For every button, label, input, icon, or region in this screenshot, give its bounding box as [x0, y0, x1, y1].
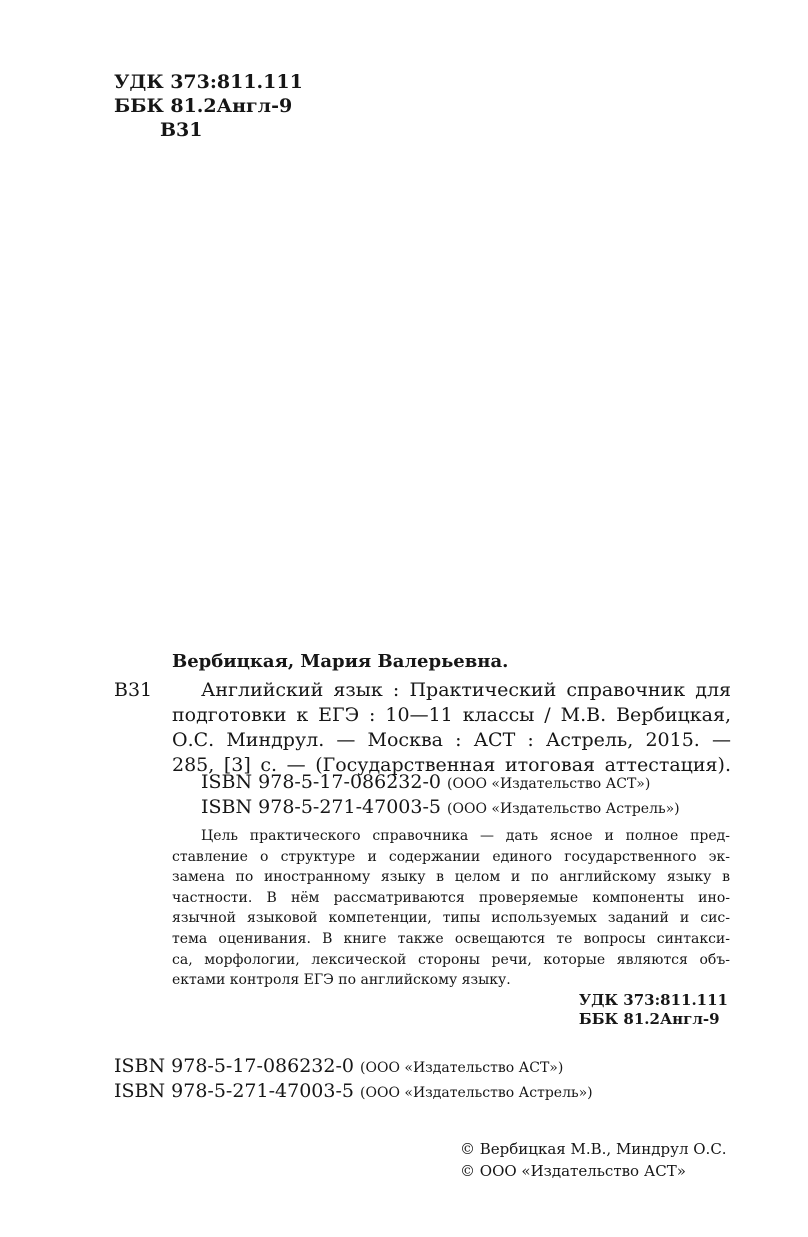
entry-line: 285, [3] с. — (Государственная итоговая аттестация).: [172, 754, 731, 776]
isbn-publisher: (ООО «Издательство Астрель»): [360, 1085, 593, 1101]
copyright-authors: © Вербицкая М.В., Миндрул О.С.: [460, 1140, 727, 1158]
udk-code: УДК 373:811.111: [114, 71, 303, 93]
annotation-line: ставление о структуре и содержании единого государственного эк-: [172, 848, 730, 865]
catalogue-entry: [172, 678, 731, 778]
annotation-line: тема оценивания. В книге также освещаются те вопросы синтакси-: [172, 930, 730, 947]
isbn-publisher: (ООО «Издательство АСТ»): [447, 776, 651, 792]
entry-author-sign: В31: [114, 679, 153, 701]
top-index-block: [114, 70, 303, 142]
annotation-line: са, морфологии, лексической стороны речи, которые являются объ-: [172, 951, 730, 968]
bbk-code: ББК 81.2Англ-9: [578, 1010, 720, 1028]
isbn-number: ISBN 978-5-17-086232-0: [201, 771, 441, 793]
isbn-number: ISBN 978-5-271-47003-5: [114, 1080, 354, 1102]
isbn-number: ISBN 978-5-271-47003-5: [201, 796, 441, 818]
author-heading: Вербицкая, Мария Валерьевна.: [172, 651, 509, 672]
annotation-line: замена по иностранному языку в целом и по английскому языку в: [172, 869, 730, 886]
bottom-index-block: [579, 991, 728, 1029]
annotation: [172, 826, 730, 991]
bbk-code: ББК 81.2Англ-9: [114, 95, 293, 117]
annotation-line: Цель практического справочника — дать ясное и полное пред-: [201, 828, 730, 844]
isbn-publisher: (ООО «Издательство АСТ»): [360, 1060, 564, 1076]
footer-isbn-astrel: [114, 1080, 593, 1102]
isbn-number: ISBN 978-5-17-086232-0: [114, 1055, 354, 1077]
annotation-line: частности. В нём рассматриваются проверяемые компоненты ино-: [172, 889, 730, 906]
entry-isbn-astrel: [201, 796, 680, 818]
entry-isbn-ast: [201, 771, 650, 793]
isbn-publisher: (ООО «Издательство Астрель»): [447, 801, 680, 817]
copyright-publisher: © ООО «Издательство АСТ»: [460, 1162, 686, 1180]
entry-line: О.С. Миндрул. — Москва : АСТ : Астрель, 2015. —: [172, 729, 731, 751]
entry-line: Английский язык : Практический справочник для: [201, 679, 731, 701]
footer-isbn-ast: [114, 1055, 563, 1077]
annotation-line: язычной языковой компетенции, типы используемых заданий и сис-: [172, 910, 730, 927]
entry-line: подготовки к ЕГЭ : 10—11 классы / М.В. Вербицкая,: [172, 704, 731, 726]
copyright-block: [460, 1138, 727, 1182]
author-sign: В31: [160, 119, 203, 141]
annotation-line: ектами контроля ЕГЭ по английскому языку.: [172, 972, 511, 989]
udk-code: УДК 373:811.111: [578, 991, 728, 1009]
